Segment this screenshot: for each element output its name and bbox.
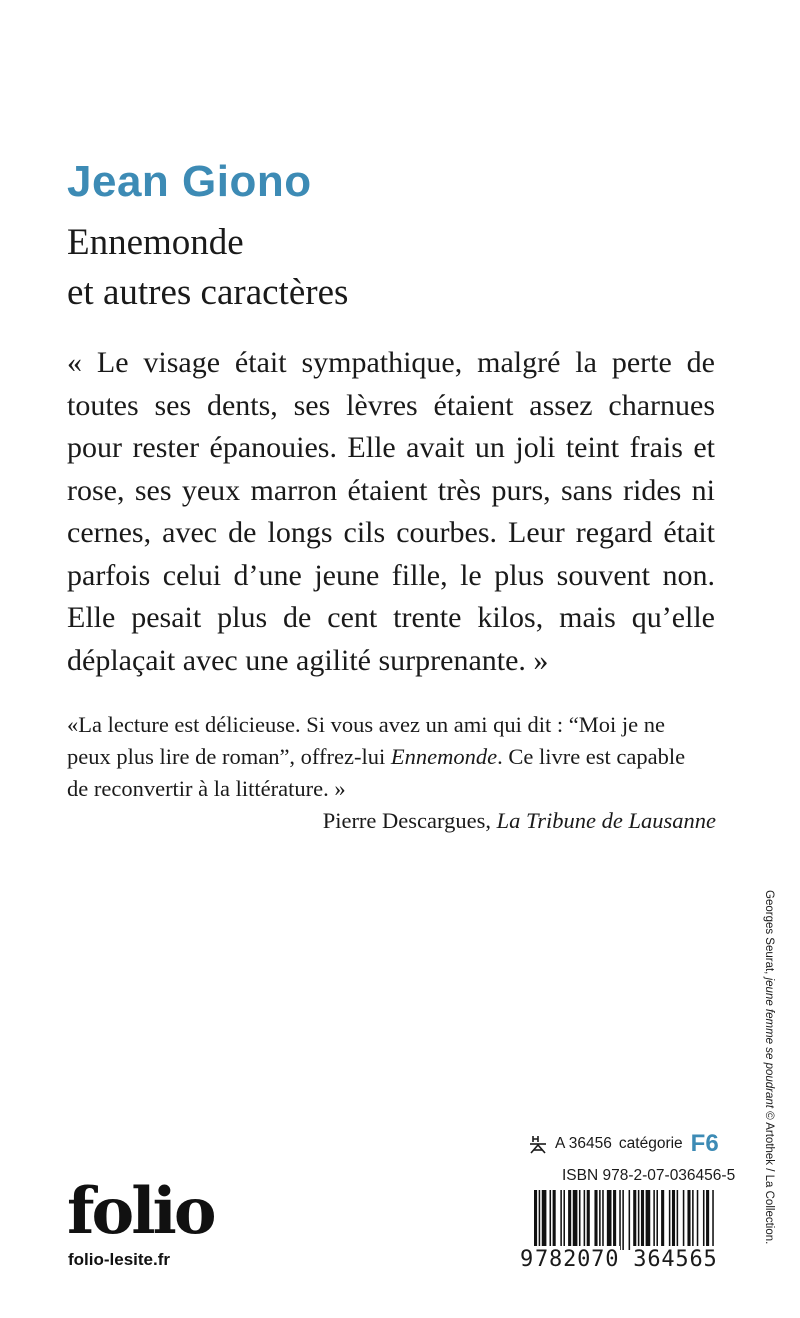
- barcode-bar: [672, 1190, 675, 1250]
- credit-artwork: jeune femme se poudrant: [763, 977, 775, 1108]
- barcode-bar: [579, 1190, 581, 1250]
- review-book-title: Ennemonde: [390, 744, 498, 769]
- barcode-bar: [573, 1190, 578, 1250]
- barcode-group-2: 364565: [633, 1247, 718, 1272]
- barcode: [520, 1190, 716, 1274]
- barcode-lead-digit: 9: [520, 1247, 535, 1272]
- barcode-bar: [550, 1190, 552, 1250]
- barcode-bar: [602, 1190, 604, 1250]
- review-attribution: [323, 805, 716, 837]
- barcode-bar: [560, 1190, 562, 1250]
- barcode-bar: [594, 1190, 597, 1250]
- book-title-line-2: et autres caractères: [67, 272, 349, 313]
- barcode-bar: [622, 1190, 624, 1250]
- barcode-bar: [661, 1190, 664, 1250]
- catalog-code: A 36456: [555, 1135, 612, 1152]
- barcode-digits: [520, 1246, 716, 1274]
- review-line-2-end: . Ce livre est capable: [497, 744, 686, 769]
- barcode-bar: [599, 1190, 601, 1250]
- barcode-bar: [613, 1190, 616, 1250]
- credit-artist: Georges Seurat,: [763, 890, 775, 978]
- barcode-bar: [629, 1190, 631, 1250]
- barcode-bar: [633, 1190, 636, 1250]
- folio-price-glyph-icon: [527, 1133, 549, 1155]
- isbn-number: ISBN 978-2-07-036456-5: [562, 1167, 736, 1184]
- barcode-bar: [712, 1190, 714, 1250]
- review-line-2: [67, 741, 717, 773]
- barcode-group-1: 782070: [535, 1247, 620, 1272]
- book-excerpt: « Le visage était sympathique, malgré la perte de toutes ses dents, ses lèvres étaient assez charnues pour rester épanouies. Elle avait un joli teint frais et rose, ses yeux marron étaient très purs, sans rides ni cernes, avec de longs cils courbes. Leur regard était parfois celui d’une jeune fille, le plus souvent non. Elle pesait plus de cent trente kilos, mais qu’elle déplaçait avec une agilité surprenante. »: [67, 346, 715, 677]
- barcode-bar: [584, 1190, 586, 1250]
- barcode-bar: [692, 1190, 694, 1250]
- barcode-bar: [703, 1190, 705, 1250]
- review-line-2-start: peux plus lire de roman”, offrez-lui: [67, 744, 391, 769]
- book-title-line-1: Ennemonde: [67, 222, 244, 263]
- barcode-bar: [619, 1190, 621, 1250]
- barcode-bar: [563, 1190, 565, 1250]
- credit-rights: © Artothek / La Collection.: [763, 1108, 775, 1245]
- cover-image-credit: [762, 890, 776, 1290]
- review-line-1: «La lecture est délicieuse. Si vous avez un ami qui dit : “Moi je ne: [67, 712, 665, 737]
- book-title: [67, 218, 348, 318]
- barcode-bar: [542, 1190, 547, 1250]
- barcode-bar: [683, 1190, 685, 1250]
- barcode-bar: [677, 1190, 679, 1250]
- category-label: catégorie: [618, 1135, 683, 1152]
- barcode-bar: [669, 1190, 671, 1250]
- author-name: Jean Giono: [67, 157, 312, 206]
- barcode-bar: [607, 1190, 612, 1250]
- barcode-bar: [697, 1190, 699, 1250]
- barcode-bar: [646, 1190, 651, 1250]
- barcode-bar: [587, 1190, 590, 1250]
- catalog-line: [527, 1130, 719, 1157]
- barcode-bar: [653, 1190, 655, 1250]
- review-source: La Tribune de Lausanne: [496, 808, 716, 833]
- folio-logo: folio: [67, 1174, 214, 1249]
- review-line-3: de reconvertir à la littérature. »: [67, 776, 346, 801]
- press-review: [67, 709, 717, 805]
- barcode-bar: [656, 1190, 658, 1250]
- barcode-bar: [553, 1190, 556, 1250]
- barcode-bar: [706, 1190, 709, 1250]
- barcode-bar: [687, 1190, 690, 1250]
- publisher-website: folio-lesite.fr: [68, 1250, 171, 1269]
- price-category: F6: [690, 1130, 719, 1157]
- reviewer-name: Pierre Descargues,: [322, 808, 497, 833]
- barcode-bar: [568, 1190, 571, 1250]
